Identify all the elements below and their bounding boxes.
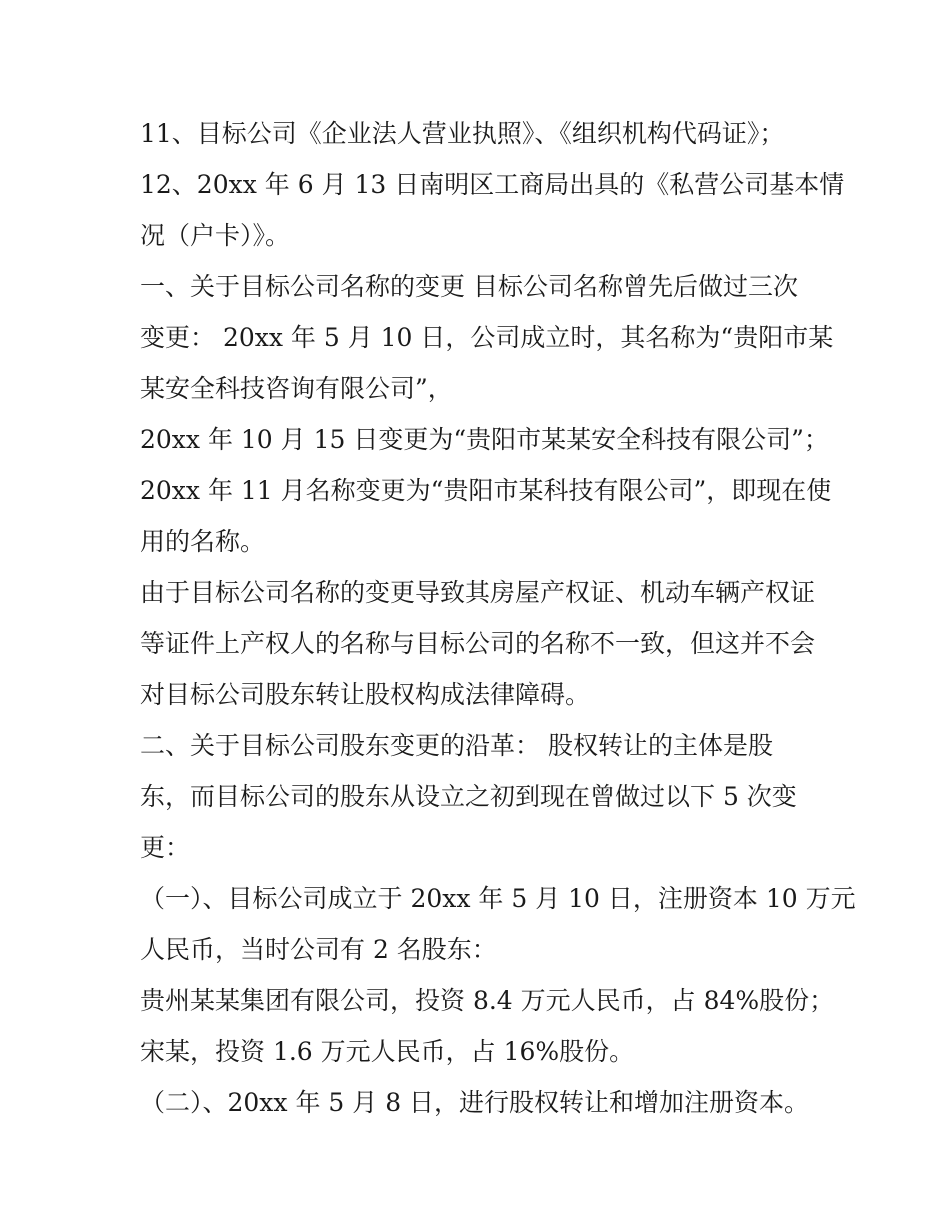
text-line: 一、关于目标公司名称的变更 目标公司名称曾先后做过三次 bbox=[140, 272, 798, 301]
text-line: （二）、20xx 年 5 月 8 日，进行股权转让和增加注册资本。 bbox=[140, 1088, 810, 1117]
text-line: 二、关于目标公司股东变更的沿革： 股权转让的主体是股 bbox=[140, 731, 773, 760]
text-line: 等证件上产权人的名称与目标公司的名称不一致，但这并不会 bbox=[140, 629, 816, 658]
text-line: 12、20xx 年 6 月 13 日南明区工商局出具的《私营公司基本情 bbox=[140, 170, 845, 199]
text-line: 对目标公司股东转让股权构成法律障碍。 bbox=[140, 680, 591, 709]
text-line: 更： bbox=[140, 833, 191, 862]
text-line: 用的名称。 bbox=[140, 527, 266, 556]
text-line: 宋某，投资 1.6 万元人民币，占 16%股份。 bbox=[140, 1037, 635, 1066]
text-line: 东，而目标公司的股东从设立之初到现在曾做过以下 5 次变 bbox=[140, 782, 797, 811]
text-line: 由于目标公司名称的变更导致其房屋产权证、机动车辆产权证 bbox=[140, 578, 816, 607]
text-line: 贵州某某集团有限公司，投资 8.4 万元人民币，占 84%股份； bbox=[140, 986, 835, 1015]
text-line: 变更： 20xx 年 5 月 10 日，公司成立时，其名称为“贵阳市某 bbox=[140, 323, 834, 352]
text-line: 20xx 年 11 月名称变更为“贵阳市某科技有限公司”，即现在使 bbox=[140, 476, 832, 505]
text-line: （一）、目标公司成立于 20xx 年 5 月 10 日，注册资本 10 万元 bbox=[140, 884, 856, 913]
text-line: 11、目标公司《企业法人营业执照》、《组织机构代码证》； bbox=[140, 119, 785, 148]
document-body bbox=[140, 108, 856, 1128]
text-line: 况（户卡）》。 bbox=[140, 221, 291, 250]
text-line: 某安全科技咨询有限公司”， bbox=[140, 374, 453, 403]
text-line: 人民币，当时公司有 2 名股东： bbox=[140, 935, 497, 964]
text-line: 20xx 年 10 月 15 日变更为“贵阳市某某安全科技有限公司”； bbox=[140, 425, 829, 454]
